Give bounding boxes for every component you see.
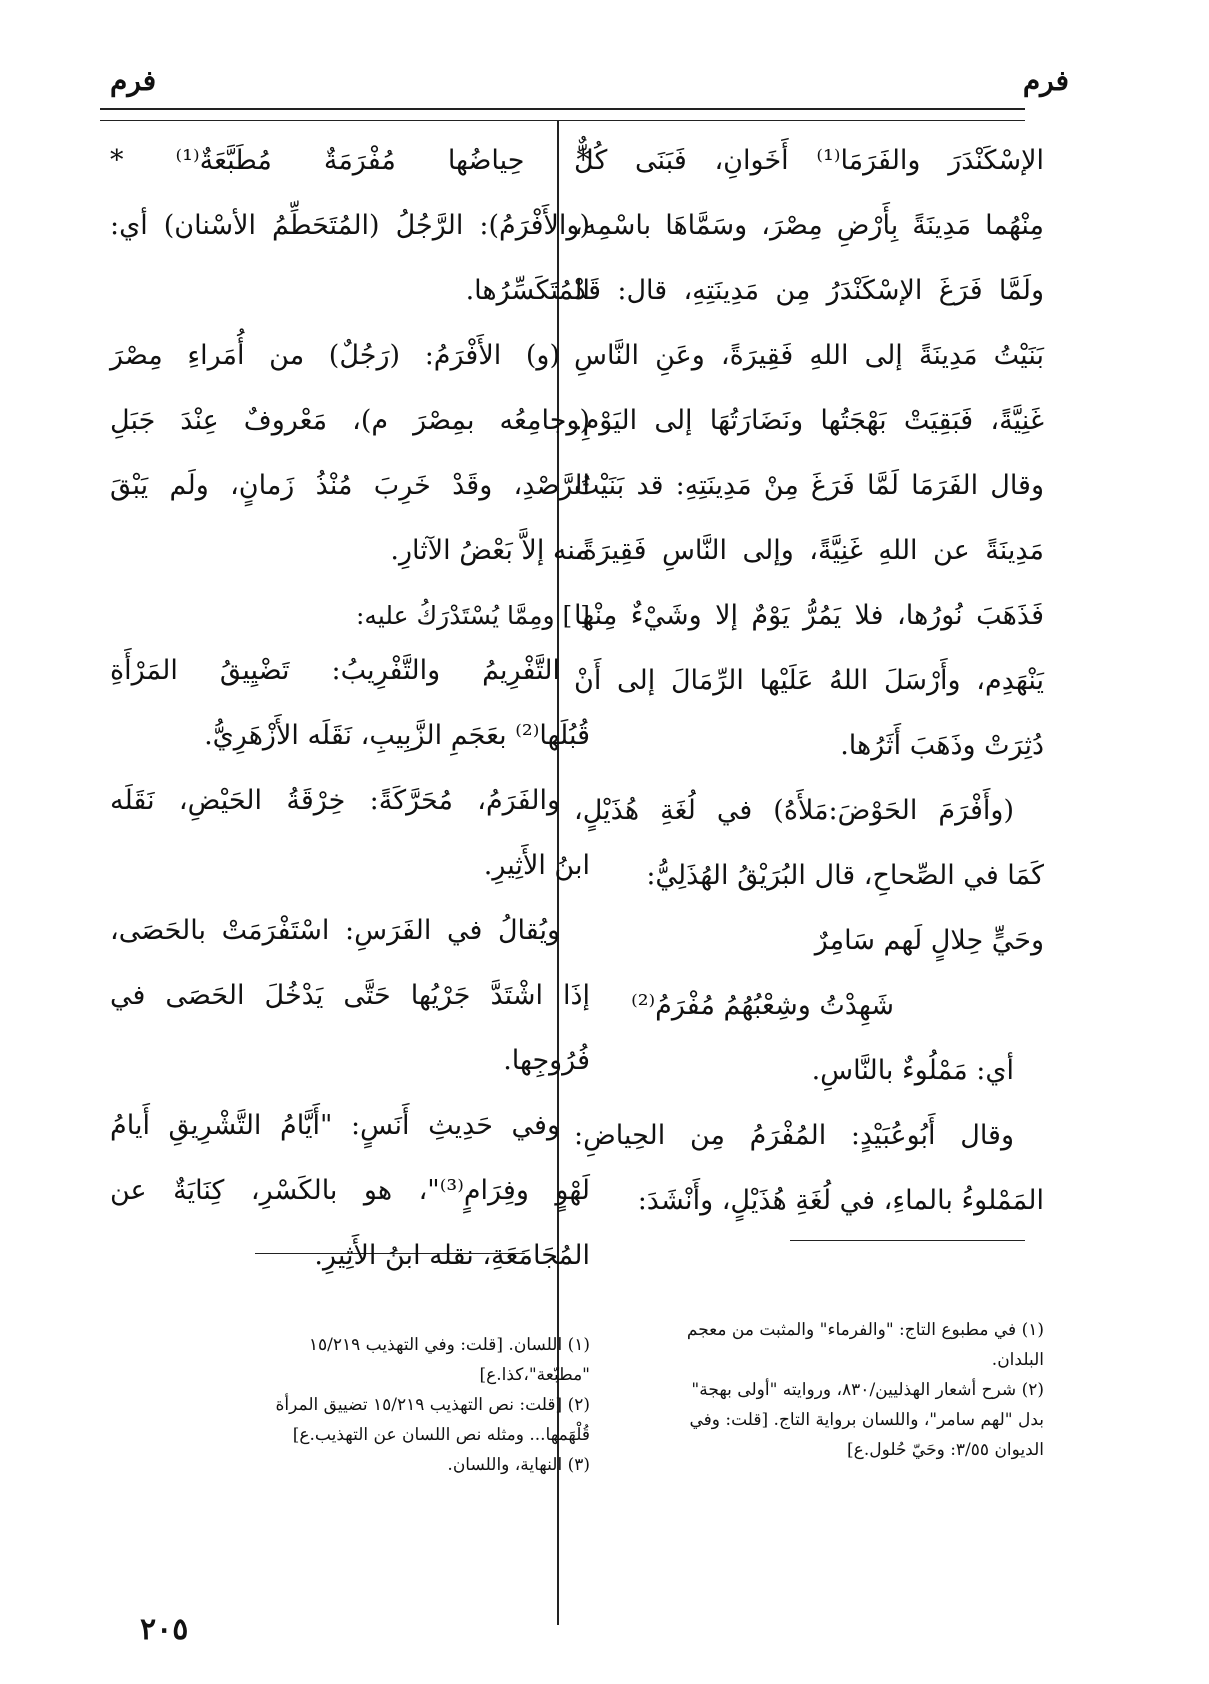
text-line: وقال الفَرَمَا لَمَّا فَرَغَ مِنْ مَدِينَتِهِ: قد بَنَيْتُ bbox=[574, 470, 1044, 501]
page-number: ٢٠٥ bbox=[140, 1612, 189, 1647]
footnote-line: "مطبّعة"،كذا.ع] bbox=[479, 1365, 590, 1385]
text-line: الرَّصْدِ، وقَدْ خَرِبَ مُنْذُ زَمانٍ، ولَم يَبْقَ bbox=[110, 470, 590, 501]
footnote-line: البلدان. bbox=[991, 1350, 1044, 1370]
text-line: (و) الأَفْرَمُ: (رَجُلٌ) من أُمَراءِ مِصْرَ bbox=[110, 340, 560, 371]
text-line: (والأَفْرَمُ): الرَّجُلُ (المُتَحَطِّمُ الأسْنان) أي: bbox=[110, 210, 590, 241]
text-line: ولَمَّا فَرَغَ الإسْكَنْدَرُ مِن مَدِينَتِهِ، قال: قَدْ bbox=[574, 275, 1044, 306]
text-line: فَذَهَبَ نُورُها، فلا يَمُرُّ يَوْمٌ إلا وشَيْءٌ مِنْها bbox=[574, 600, 1044, 631]
text-line: مَدِينَةً عن اللهِ غَنِيَّةً، وإلى النَّاسِ فَقِيرَةً، bbox=[574, 535, 1044, 566]
text-line: وفي حَدِيثِ أَنَسٍ: "أَيَّامُ التَّشْرِيقِ أَيامُ bbox=[110, 1110, 560, 1141]
text-line: كَمَا في الصِّحاحِ، قال البُرَيْقُ الهُذَلِيُّ: bbox=[646, 860, 1044, 891]
text-line: الإسْكَنْدَرَ والفَرَمَا⁽¹⁾ أَخَوانِ، فَبَنَى كُلٌّ bbox=[574, 145, 1044, 176]
header-rule-thin bbox=[100, 120, 1025, 121]
text-line: (وجامِعُه بمِصْرَ م)، مَعْروفٌ عِنْدَ جَبَلِ bbox=[110, 405, 590, 436]
text-line: المَمْلوءُ بالماءِ، في لُغَةِ هُذَيْلٍ، وأَنْشَدَ: bbox=[637, 1185, 1044, 1216]
footnote-line: (٢) شرح أشعار الهذليين/٨٣٠، وروايته "أولى بهجة" bbox=[691, 1380, 1044, 1400]
text-line: دُثِرَتْ وذَهَبَ أَثَرُها. bbox=[840, 730, 1044, 761]
text-line: [ ] ومِمَّا يُسْتَدْرَكُ عليه: bbox=[356, 601, 590, 630]
text-line: يَنْهَدِم، وأَرْسَلَ اللهُ عَلَيْها الرِّمَالَ إلى أَنْ bbox=[574, 665, 1044, 696]
text-line: ويُقالُ في الفَرَسِ: اسْتَفْرَمَتْ بالحَصَى، bbox=[110, 915, 560, 946]
text-line: (وأَفْرَمَ الحَوْضَ:مَلأَهُ) في لُغَةِ هُذَيْلٍ، bbox=[574, 795, 1014, 826]
text-line: مِنْهُما مَدِينَةً بِأَرْضِ مِصْرَ، وسَمَّاهَا باسْمِه، bbox=[574, 210, 1044, 241]
footnotes-right bbox=[574, 1315, 1044, 1465]
footnote-line: (١) في مطبوع التاج: "والفرماء" والمثبت من معجم bbox=[686, 1320, 1044, 1340]
text-line: لَهْوٍ وفِرَامٍ⁽³⁾"، هو بالكَسْرِ، كِنَايَةٌ عن bbox=[110, 1175, 590, 1206]
text-line: المُتَكَسِّرُها. bbox=[465, 275, 590, 306]
text-line: غَنِيَّةً، فَبَقِيَتْ بَهْجَتُها ونَضَارَتُهَا إلى اليَوْمِ. bbox=[574, 405, 1044, 436]
footnote-line: (٣) النهاية، واللسان. bbox=[447, 1455, 590, 1475]
text-line: التَّفْرِيمُ والتَّفْرِيبُ: تَضْيِيقُ المَرْأَةِ bbox=[110, 655, 560, 686]
text-line: والفَرَمُ، مُحَرَّكَةً: خِرْقَةُ الحَيْضِ، نَقَلَه bbox=[110, 785, 560, 816]
header-rule bbox=[100, 108, 1025, 110]
header-word-right: فرم bbox=[1022, 64, 1069, 97]
text-line: إذَا اشْتَدَّ جَرْيُها حَتَّى يَدْخُلَ الحَصَى في bbox=[110, 980, 590, 1011]
text-line: منه إلاَّ بَعْضُ الآثارِ. bbox=[390, 535, 590, 566]
verse-line-2: شَهِدْتُ وشِعْبُهُمُ مُفْرَمُ⁽²⁾ bbox=[631, 990, 894, 1021]
footnote-line: الديوان ٣/٥٥: وحَيّ حُلول.ع] bbox=[847, 1440, 1044, 1460]
footnote-line: (٢) [قلت: نص التهذيب ١٥/٢١٩ تضييق المرأة bbox=[275, 1395, 590, 1415]
footnotes-left bbox=[110, 1330, 590, 1480]
footnote-line: (١) اللسان. [قلت: وفي التهذيب ١٥/٢١٩ bbox=[308, 1335, 590, 1355]
text-line: ابنُ الأَثِيرِ. bbox=[483, 850, 590, 881]
verse-line: * حِياضُها مُفْرَمَةٌ مُطَبَّعَةٌ⁽¹⁾ * bbox=[110, 145, 590, 176]
right-column bbox=[574, 140, 1044, 1245]
text-line: فُرُوجِها. bbox=[503, 1045, 590, 1076]
text-line: وقال أَبُوعُبَيْدٍ: المُفْرَمُ مِن الحِياضِ: bbox=[574, 1120, 1014, 1151]
text-line: أي: مَمْلُوءٌ بالنَّاسِ. bbox=[811, 1055, 1014, 1086]
header-word-left: فرم bbox=[110, 64, 157, 97]
footnote-line: قُلْهَمها... ومثله نص اللسان عن التهذيب.ع] bbox=[292, 1425, 590, 1445]
verse-line-1: وحَيٍّ حِلالٍ لَهم سَامِرٌ bbox=[814, 925, 1044, 956]
text-line: قُبُلَها⁽²⁾ بعَجَمِ الزَّبِيبِ، نَقَلَه الأَزْهَرِيُّ. bbox=[204, 720, 590, 751]
text-line: بَنَيْتُ مَدِينَةً إلى اللهِ فَقِيرَةً، وعَنِ النَّاسِ bbox=[574, 340, 1044, 371]
left-column bbox=[110, 140, 590, 1300]
footnote-line: بدل "لهم سامر"، واللسان برواية التاج. [قلت: وفي bbox=[689, 1410, 1044, 1430]
text-line: المُجَامَعَةِ، نقله ابنُ الأَثِيرِ. bbox=[314, 1240, 590, 1271]
